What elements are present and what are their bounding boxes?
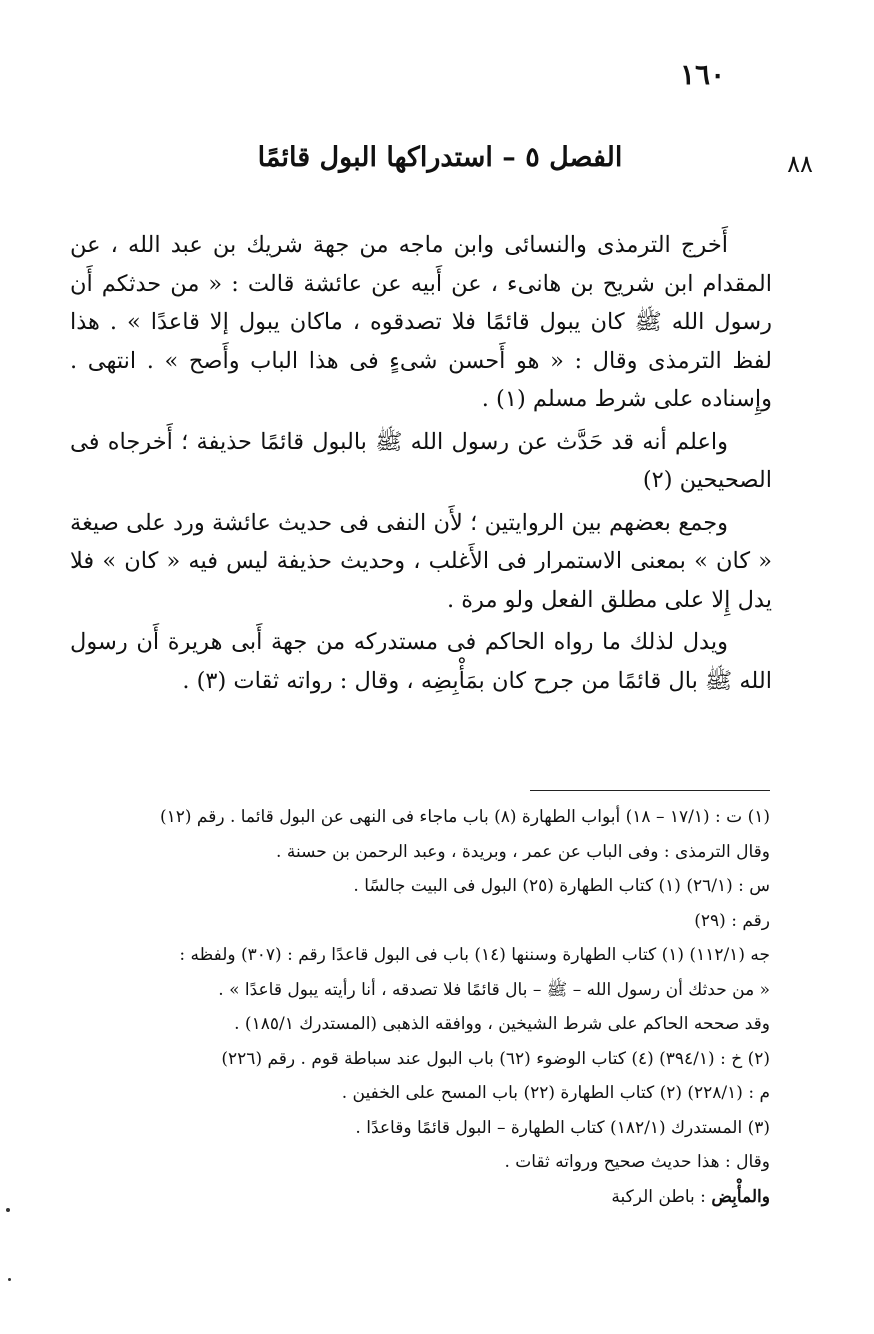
footnote-line: وقال الترمذى : وفى الباب عن عمر ، وبريدة ، وعبد الرحمن بن حسنة . xyxy=(276,841,770,862)
footnote-line: جه (١١٢/١) (١) كتاب الطهارة وسننها (١٤) باب فى البول قاعدًا رقم : (٣٠٧) ولفظه : xyxy=(179,945,770,965)
scan-speck xyxy=(6,1208,10,1212)
footnote-line: (٢) خ : (٣٩٤/١) (٤) كتاب الوضوء (٦٢) باب البول عند سباطة قوم . رقم (٢٢٦) xyxy=(221,1048,770,1069)
scan-speck xyxy=(8,1278,11,1281)
footnotes xyxy=(70,800,770,1214)
glossary-definition: : باطن الركبة xyxy=(611,1186,712,1207)
footnote-line: وقد صححه الحاكم على شرط الشيخين ، ووافقه الذهبى (المستدرك ١٨٥/١) . xyxy=(234,1014,770,1034)
footnote-line: وقال : هذا حديث صحيح ورواته ثقات . xyxy=(504,1152,770,1172)
paragraph-2: واعلم أنه قد حَدَّث عن رسول الله ﷺ بالبول قائمًا حذيفة ؛ أَخرجاه فى الصحيحين (٢) xyxy=(70,428,772,493)
footnote-line: (٣) المستدرك (١٨٢/١) كتاب الطهارة – البول قائمًا وقاعدًا . xyxy=(355,1117,770,1138)
chapter-title: الفصل ٥ – استدراكها البول قائمًا xyxy=(257,142,623,173)
footnote-line: م : (٢٢٨/١) (٢) كتاب الطهارة (٢٢) باب المسح على الخفين . xyxy=(341,1083,770,1103)
paragraph-1: أَخرج الترمذى والنسائى وابن ماجه من جهة شريك بن عبد الله ، عن المقدام ابن شريح بن هانىء ، عن أَبيه عن عائشة قالت : « من حدثكم أَن رسول الله ﷺ كان يبول قائمًا فلا تصدقوه ، ماكان يبول إلا قاعدًا » . هذا لفظ الترمذى وقال : « هو أَحسن شىءٍ فى هذا الباب وأَصح » . انتهى . وإِسناده على شرط مسلم (١) . xyxy=(70,232,772,412)
main-text xyxy=(70,226,772,704)
paragraph-4: ويدل لذلك ما رواه الحاكم فى مستدركه من جهة أَبى هريرة أَن رسول الله ﷺ بال قائمًا من جرح كان بمَأْبِضِه ، وقال : رواته ثقات (٣) . xyxy=(70,629,772,694)
section-number: ٨٨ xyxy=(787,150,813,178)
footnote-line: « من حدثك أن رسول الله – ﷺ – بال قائمًا فلا تصدقه ، أنا رأيته يبول قاعدًا » . xyxy=(218,979,770,1000)
paragraph-3: وجمع بعضهم بين الروايتين ؛ لأَن النفى فى حديث عائشة ورد على صيغة « كان » بمعنى الاستمرار فى الأَغلب ، وحديث حذيفة ليس فيه « كان » فلا يدل إِلا على مطلق الفعل ولو مرة . xyxy=(70,509,772,613)
footnote-line: س : (٢٦/١) (١) كتاب الطهارة (٢٥) البول فى البيت جالسًا . xyxy=(353,876,770,896)
footnote-glossary xyxy=(70,1180,770,1215)
page-number: ١٦٠ xyxy=(680,58,726,91)
footnote-line: (١) ت : (١٧/١ – ١٨) أبواب الطهارة (٨) باب ماجاء فى النهى عن البول قائما . رقم (١٢) xyxy=(159,807,770,827)
footnote-line: رقم : (٢٩) xyxy=(694,910,770,931)
footnote-divider xyxy=(530,790,770,791)
glossary-term: والمأْبِض xyxy=(711,1186,770,1207)
